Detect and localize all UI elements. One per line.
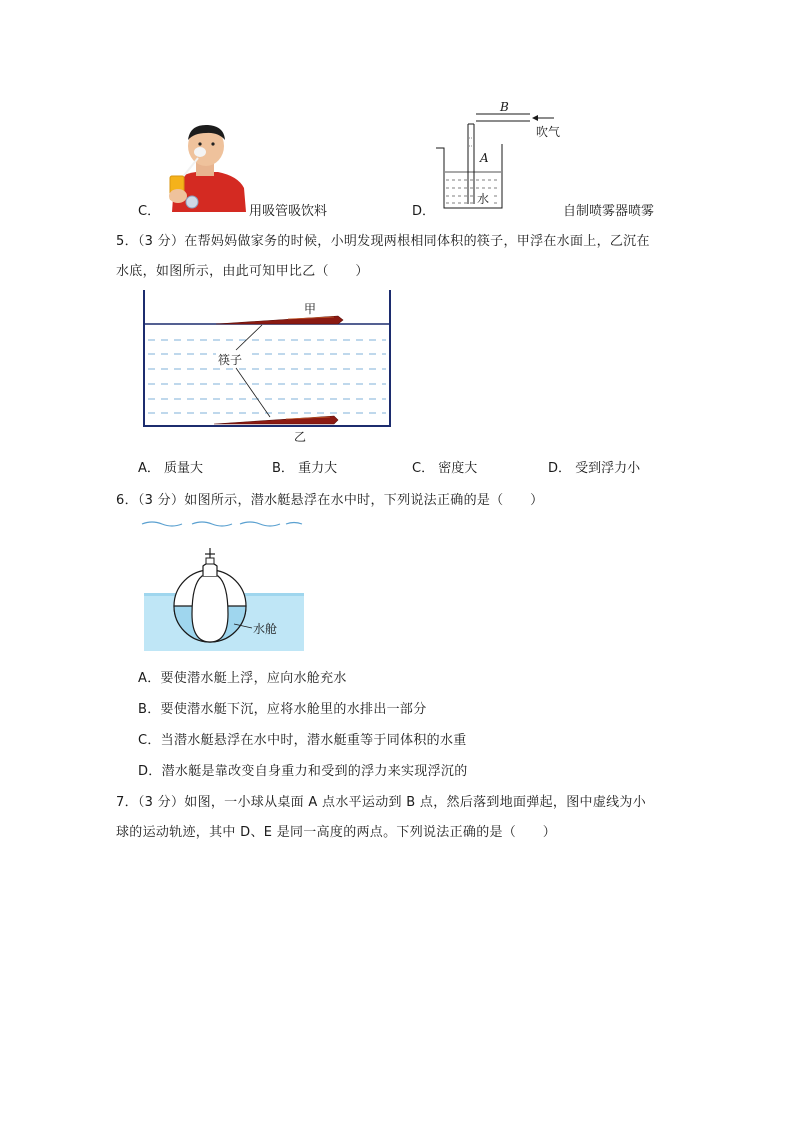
sprayer-diagram — [432, 96, 572, 214]
label-water: 水 — [477, 192, 490, 206]
q7-stem-line1: 7．（3 分）如图，一小球从桌面 A 点水平运动到 B 点，然后落到地面弹起，图中虚线为小 — [116, 795, 647, 810]
q4-option-c-letter: C． — [138, 204, 161, 219]
chopsticks-diagram — [138, 288, 398, 448]
q5-option-a: A． 质量大 — [138, 461, 204, 476]
q6-option-c: C．当潜水艇悬浮在水中时，潜水艇重等于同体积的水重 — [138, 733, 467, 748]
q7-stem-line2: 球的运动轨迹，其中 D、E 是同一高度的两点。下列说法正确的是（ ） — [116, 825, 556, 840]
submarine-diagram — [140, 514, 310, 656]
q5-option-b: B． 重力大 — [272, 461, 338, 476]
q4-option-d-text: 自制喷雾器喷雾 — [563, 204, 655, 219]
label-yi: 乙 — [294, 430, 307, 444]
q5-stem-line1: 5．（3 分）在帮妈妈做家务的时候，小明发现两根相同体积的筷子，甲浮在水面上，乙沉在 — [116, 234, 650, 249]
q4-option-d-letter: D． — [412, 204, 436, 219]
boy-drinking-photo — [168, 122, 248, 212]
q5-option-d: D． 受到浮力小 — [548, 461, 641, 476]
label-jia: 甲 — [304, 302, 317, 316]
label-tank: 水舱 — [253, 622, 278, 636]
label-a: A — [480, 151, 489, 165]
label-blow: 吹气 — [536, 125, 561, 139]
label-b: B — [500, 100, 509, 114]
q6-option-b: B．要使潜水艇下沉，应将水舱里的水排出一部分 — [138, 702, 427, 717]
q5-option-c: C． 密度大 — [412, 461, 478, 476]
label-chopsticks: 筷子 — [218, 353, 243, 367]
q6-stem: 6．（3 分）如图所示，潜水艇悬浮在水中时，下列说法正确的是（ ） — [116, 493, 544, 508]
q5-stem-line2: 水底，如图所示，由此可知甲比乙（ ） — [116, 264, 369, 279]
q6-option-d: D．潜水艇是靠改变自身重力和受到的浮力来实现浮沉的 — [138, 764, 468, 779]
q4-option-c-text: 用吸管吸饮料 — [249, 204, 328, 219]
q6-option-a: A．要使潜水艇上浮，应向水舱充水 — [138, 671, 347, 686]
